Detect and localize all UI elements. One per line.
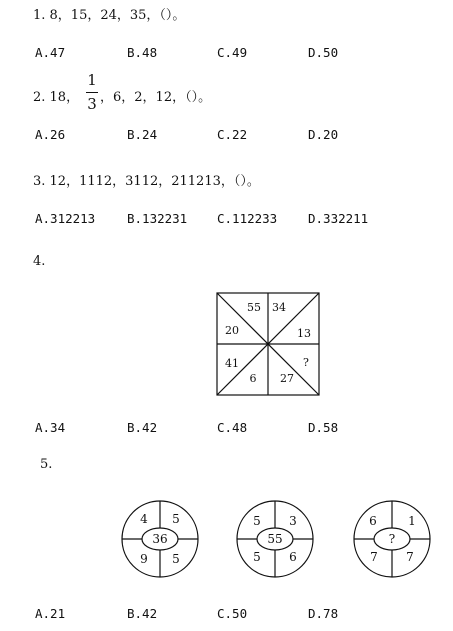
question-4-square-figure (210, 286, 326, 402)
figure-number-bottom-right: 27 (280, 372, 294, 385)
circle-1-center: 36 (152, 532, 168, 546)
question-5-circle-1 (118, 497, 202, 581)
question-4-option-d[interactable]: D.58 (308, 420, 339, 435)
figure-number-left-bottom: 41 (225, 357, 239, 370)
question-1-stem: 1. 8，15，24，35，（）。 (33, 8, 186, 23)
figure-number-top-right: 34 (272, 301, 286, 314)
question-1-option-b[interactable]: B.48 (127, 45, 158, 60)
figure-number-top-left: 55 (247, 301, 261, 314)
question-3-option-a[interactable]: A.312213 (35, 211, 96, 226)
question-5-option-c[interactable]: C.50 (217, 606, 248, 621)
circle-1-bottom-left: 9 (140, 552, 148, 566)
question-4-stem: 4. (33, 254, 46, 269)
circle-1-top-right: 5 (172, 512, 180, 526)
question-2-option-b[interactable]: B.24 (127, 127, 158, 142)
circle-3-bottom-left: 7 (370, 550, 378, 564)
question-3-option-d[interactable]: D.332211 (308, 211, 369, 226)
question-2-fraction-bar (86, 92, 98, 93)
question-2-option-a[interactable]: A.26 (35, 127, 66, 142)
circle-2-bottom-right: 6 (289, 550, 297, 564)
circle-2-center: 55 (267, 532, 283, 546)
question-4-option-c[interactable]: C.48 (217, 420, 248, 435)
question-5-stem: 5. (40, 457, 53, 472)
circle-3-bottom-right: 7 (406, 550, 414, 564)
question-3-option-b[interactable]: B.132231 (127, 211, 188, 226)
figure-number-bottom-left: 6 (249, 372, 257, 385)
circle-2-top-left: 5 (253, 514, 261, 528)
question-2-fraction-denominator: 3 (87, 95, 97, 113)
question-1-option-a[interactable]: A.47 (35, 45, 66, 60)
question-3-stem: 3. 12，1112，3112，211213，（）。 (33, 174, 260, 189)
question-2-option-c[interactable]: C.22 (217, 127, 248, 142)
question-5-option-d[interactable]: D.78 (308, 606, 339, 621)
question-3-option-c[interactable]: C.112233 (217, 211, 278, 226)
question-2-fraction-numerator: 1 (87, 71, 97, 89)
figure-number-unknown: ? (303, 356, 309, 369)
question-2-stem-end: ，6，2，12，（）。 (100, 90, 212, 105)
circle-3-top-left: 6 (369, 514, 377, 528)
circle-2-top-right: 3 (289, 514, 297, 528)
question-1-option-c[interactable]: C.49 (217, 45, 248, 60)
circle-3-center: ? (388, 532, 396, 546)
circle-1-bottom-right: 5 (172, 552, 180, 566)
circle-3-top-right: 1 (408, 514, 416, 528)
question-5-circle-3 (350, 497, 434, 581)
question-5-circle-2 (233, 497, 317, 581)
circle-1-top-left: 4 (140, 512, 148, 526)
question-2-option-d[interactable]: D.20 (308, 127, 339, 142)
question-5-option-a[interactable]: A.21 (35, 606, 66, 621)
figure-number-left-top: 20 (225, 324, 239, 337)
question-5-option-b[interactable]: B.42 (127, 606, 158, 621)
circle-2-bottom-left: 5 (253, 550, 261, 564)
question-2-stem-start: 2. 18， (33, 90, 80, 105)
question-4-option-a[interactable]: A.34 (35, 420, 66, 435)
figure-number-right-top: 13 (297, 327, 311, 340)
question-4-option-b[interactable]: B.42 (127, 420, 158, 435)
question-1-option-d[interactable]: D.50 (308, 45, 339, 60)
